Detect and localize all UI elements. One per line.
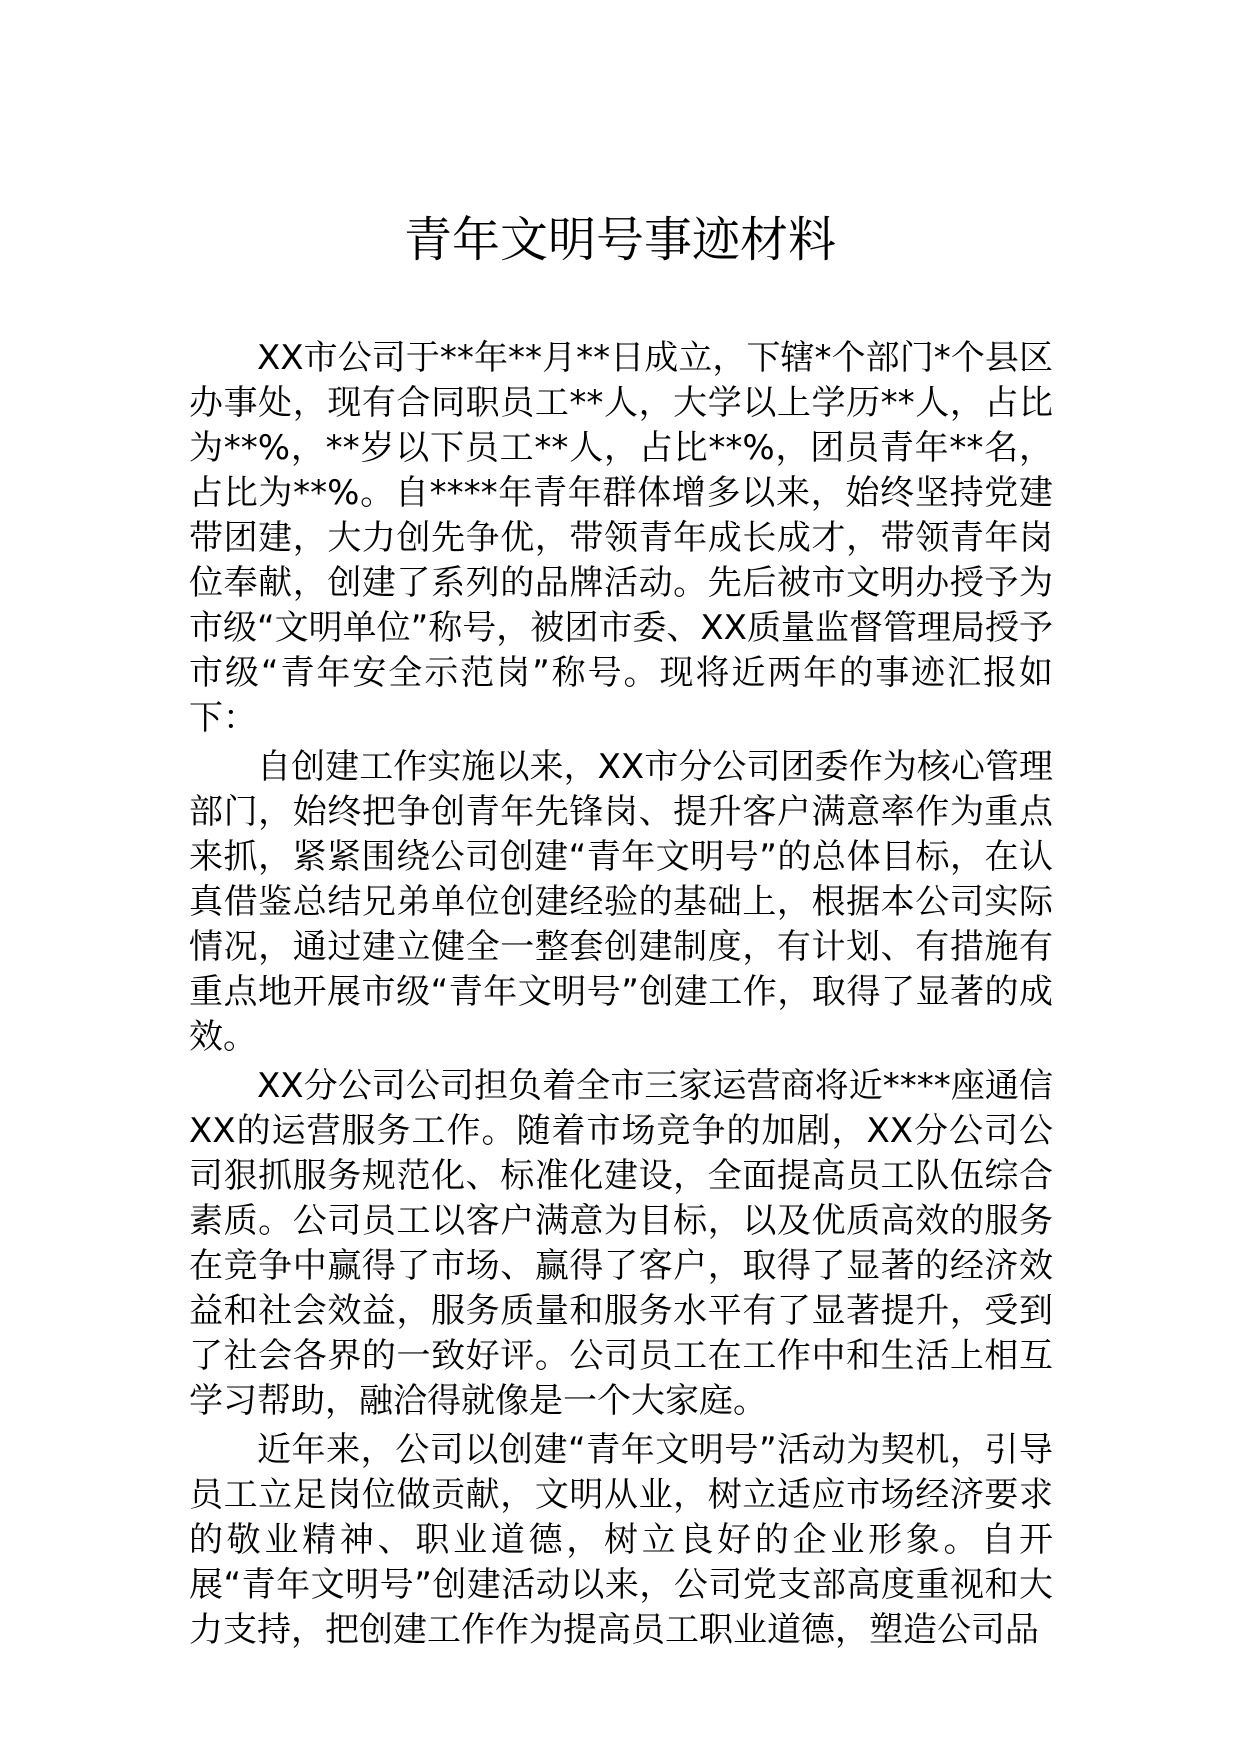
paragraph-1: XX市公司于**年**月**日成立，下辖*个部门*个县区办事处，现有合同职员工**人，大学以上学历**人，占比为**%，**岁以下员工**人，占比**%，团员青年**名，占比为**%。自****年青年群体增多以来，始终坚持党建带团建，大力创先争优，带领青年成长成才，带领青年岗位奉献，创建了系列的品牌活动。先后被市文明办授予为市级“文明单位”称号，被团市委、XX质量监督管理局授予市级“青年安全示范岗”称号。现将近两年的事迹汇报如下：: [189, 338, 1053, 738]
document-title: 青年文明号事迹材料: [403, 212, 836, 268]
document-body: [189, 336, 1053, 1657]
paragraph-3: XX分公司公司担负着全市三家运营商将近****座通信XX的运营服务工作。随着市场竞争的加剧，XX分公司公司狠抓服务规范化、标准化建设，全面提高员工队伍综合素质。公司员工以客户满意为目标，以及优质高效的服务在竞争中赢得了市场、赢得了客户，取得了显著的经济效益和社会效益，服务质量和服务水平有了显著提升，受到了社会各界的一致好评。公司员工在工作中和生活上相互学习帮助，融洽得就像是一个大家庭。: [189, 1066, 1053, 1421]
paragraph-4: 近年来，公司以创建“青年文明号”活动为契机，引导员工立足岗位做贡献，文明从业，树立适应市场经济要求的敬业精神、职业道德，树立良好的企业形象。自开展“青年文明号”创建活动以来，公司党支部高度重视和大力支持，把创建工作作为提高员工职业道德，塑造公司品: [189, 1430, 1053, 1650]
paragraph-2: 自创建工作实施以来，XX市分公司团委作为核心管理部门，始终把争创青年先锋岗、提升客户满意率作为重点来抓，紧紧围绕公司创建“青年文明号”的总体目标，在认真借鉴总结兄弟单位创建经验的基础上，根据本公司实际情况，通过建立健全一整套创建制度，有计划、有措施有重点地开展市级“青年文明号”创建工作，取得了显著的成效。: [189, 747, 1053, 1057]
